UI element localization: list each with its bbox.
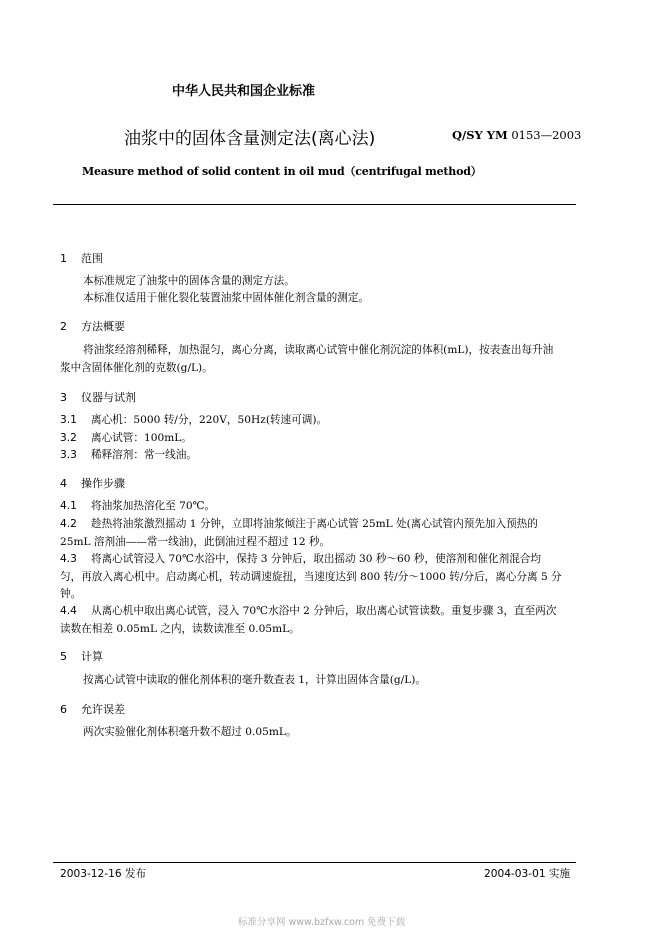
section-heading-1 xyxy=(60,250,103,266)
section-number: 5 xyxy=(60,650,67,663)
organization-heading: 中华人民共和国企业标准 xyxy=(172,84,316,99)
paragraph xyxy=(60,672,562,690)
paragraph xyxy=(60,724,562,742)
section-number: 3 xyxy=(60,391,67,404)
english-title: Measure method of solid content in oil mud（centrifugal method） xyxy=(82,165,482,178)
section-title: 操作步骤 xyxy=(81,477,125,490)
header-divider xyxy=(53,204,576,205)
item-number: 4.1 xyxy=(60,500,77,512)
item-text: 从离心机中取出离心试管，浸入 70℃水浴中 2 分钟后，取出离心试管读数。重复步骤 3，直至两次读数在相差 0.05mL 之内，读数读准至 0.05mL。 xyxy=(60,605,557,635)
paragraph-text: 两次实验催化剂体积毫升数不超过 0.05mL。 xyxy=(83,726,297,738)
paragraph xyxy=(60,342,562,377)
list-item xyxy=(60,430,562,448)
paragraph xyxy=(60,273,562,291)
section-number: 2 xyxy=(60,320,67,333)
list-item xyxy=(60,551,562,604)
section-heading-6 xyxy=(60,701,125,717)
document-title: 油浆中的固体含量测定法(离心法) xyxy=(124,129,376,149)
section-number: 4 xyxy=(60,477,67,490)
item-text: 趁热将油浆激烈摇动 1 分钟，立即将油浆倾注于离心试管 25mL 处(离心试管内预先加入预热的 25mL 溶剂油——常一线油)，此倒油过程不超过 12 秒。 xyxy=(60,518,538,548)
list-item xyxy=(60,498,562,516)
paragraph-text: 本标准规定了油浆中的固体含量的测定方法。 xyxy=(83,275,295,287)
implement-date: 2004-03-01 实施 xyxy=(484,868,571,880)
item-number: 4.4 xyxy=(60,605,77,617)
section-title: 允许误差 xyxy=(81,703,125,716)
paragraph-text: 本标准仅适用于催化裂化装置油浆中固体催化剂含量的测定。 xyxy=(83,292,370,304)
item-number: 3.2 xyxy=(60,432,77,444)
paragraph-text: 将油浆经溶剂稀释，加热混匀，离心分离，读取离心试管中催化剂沉淀的体积(mL)，按表查出每升油浆中含固体催化剂的克数(g/L)。 xyxy=(60,344,554,374)
item-text: 稀释溶剂：常一线油。 xyxy=(91,449,197,461)
standard-prefix: Q/SY YM xyxy=(452,128,508,142)
item-number: 3.3 xyxy=(60,449,77,461)
item-number: 4.2 xyxy=(60,518,77,530)
section-heading-4 xyxy=(60,475,125,491)
standard-number xyxy=(452,128,581,142)
section-title: 范围 xyxy=(81,252,103,265)
item-text: 将离心试管浸入 70℃水浴中，保持 3 分钟后，取出摇动 30 秒～60 秒，使溶剂和催化剂混合均匀，再放入离心机中。启动离心机，转动调速旋扭，当速度达到 800 转/分～1000 转/分后，离心分离 5 分钟。 xyxy=(60,553,562,600)
section-title: 仪器与试剂 xyxy=(81,391,136,404)
item-text: 离心机：5000 转/分，220V，50Hz(转速可调)。 xyxy=(91,414,328,426)
item-number: 3.1 xyxy=(60,414,77,426)
list-item xyxy=(60,516,562,551)
publish-date: 2003-12-16 发布 xyxy=(60,868,147,880)
standard-code: 0153—2003 xyxy=(507,128,582,142)
section-heading-5 xyxy=(60,648,103,664)
watermark-link[interactable]: 标准分享网 www.bzfxw.com 免费下载 xyxy=(238,917,406,928)
item-text: 将油浆加热溶化至 70℃。 xyxy=(91,500,216,512)
list-item xyxy=(60,603,562,638)
paragraph xyxy=(60,290,562,308)
item-text: 离心试管：100mL。 xyxy=(91,432,192,444)
section-heading-3 xyxy=(60,389,136,405)
paragraph-text: 按离心试管中读取的催化剂体积的毫升数查表 1，计算出固体含量(g/L)。 xyxy=(83,674,426,686)
footer-divider xyxy=(53,862,576,863)
section-title: 方法概要 xyxy=(81,320,125,333)
section-number: 6 xyxy=(60,703,67,716)
list-item xyxy=(60,412,562,430)
list-item xyxy=(60,447,562,465)
section-number: 1 xyxy=(60,252,67,265)
section-title: 计算 xyxy=(81,650,103,663)
section-heading-2 xyxy=(60,318,125,334)
item-number: 4.3 xyxy=(60,553,77,565)
